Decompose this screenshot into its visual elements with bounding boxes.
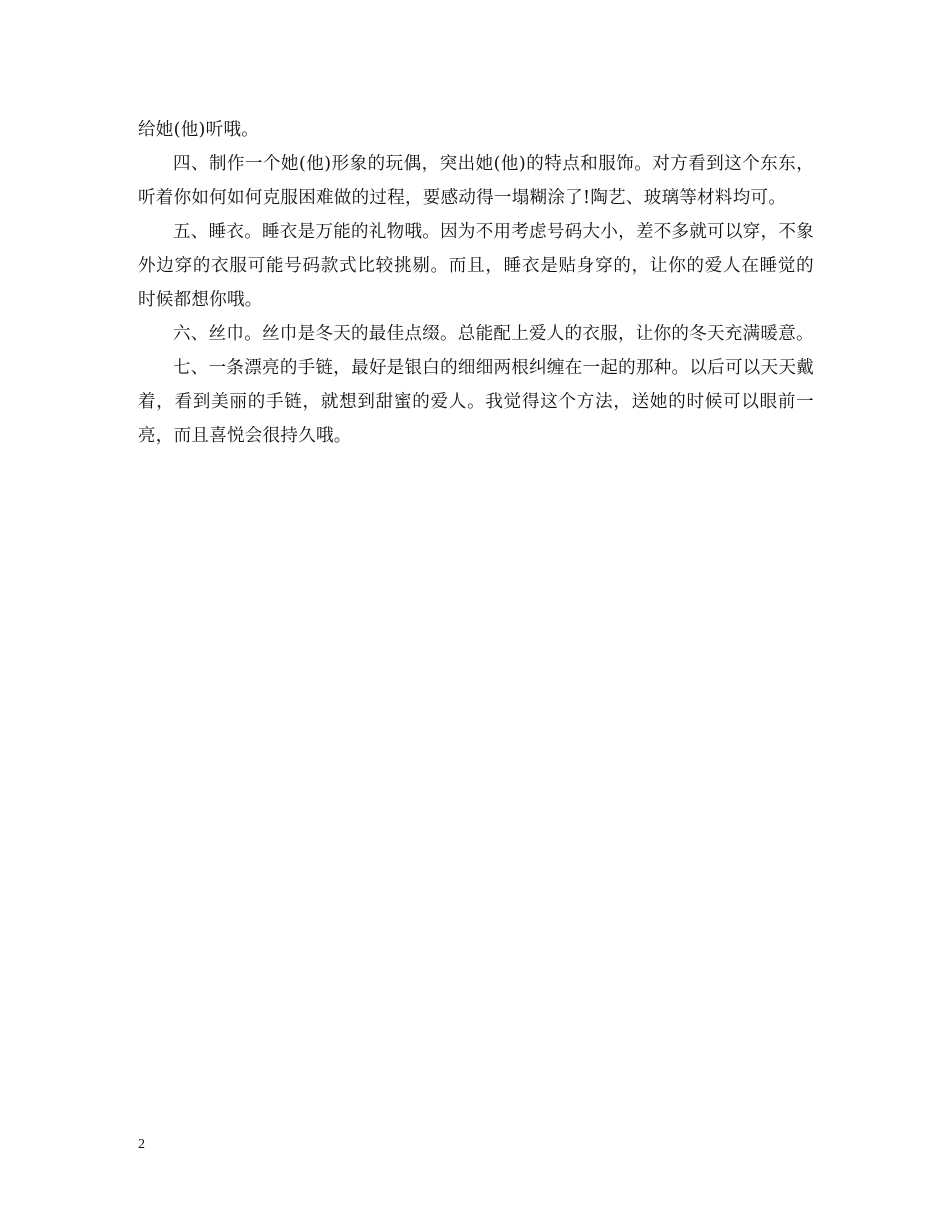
- paragraph-item-seven: 七、一条漂亮的手链，最好是银白的细细两根纠缠在一起的那种。以后可以天天戴着，看到美丽的手链，就想到甜蜜的爱人。我觉得这个方法，送她的时候可以眼前一亮，而且喜悦会很持久哦。: [138, 358, 814, 446]
- paragraph-continuation: 给她(他)听哦。: [138, 120, 260, 140]
- paragraph-item-four: 四、制作一个她(他)形象的玩偶，突出她(他)的特点和服饰。对方看到这个东东，听着你如何如何克服困难做的过程，要感动得一塌糊涂了!陶艺、玻璃等材料均可。: [138, 154, 814, 208]
- paragraph-item-six: 六、丝巾。丝巾是冬天的最佳点缀。总能配上爱人的衣服，让你的冬天充满暖意。: [173, 324, 814, 344]
- document-body: [138, 113, 814, 453]
- paragraph-item-five: 五、睡衣。睡衣是万能的礼物哦。因为不用考虑号码大小，差不多就可以穿，不象外边穿的衣服可能号码款式比较挑剔。而且，睡衣是贴身穿的，让你的爱人在睡觉的时候都想你哦。: [138, 222, 814, 310]
- page-number: 2: [138, 1137, 145, 1152]
